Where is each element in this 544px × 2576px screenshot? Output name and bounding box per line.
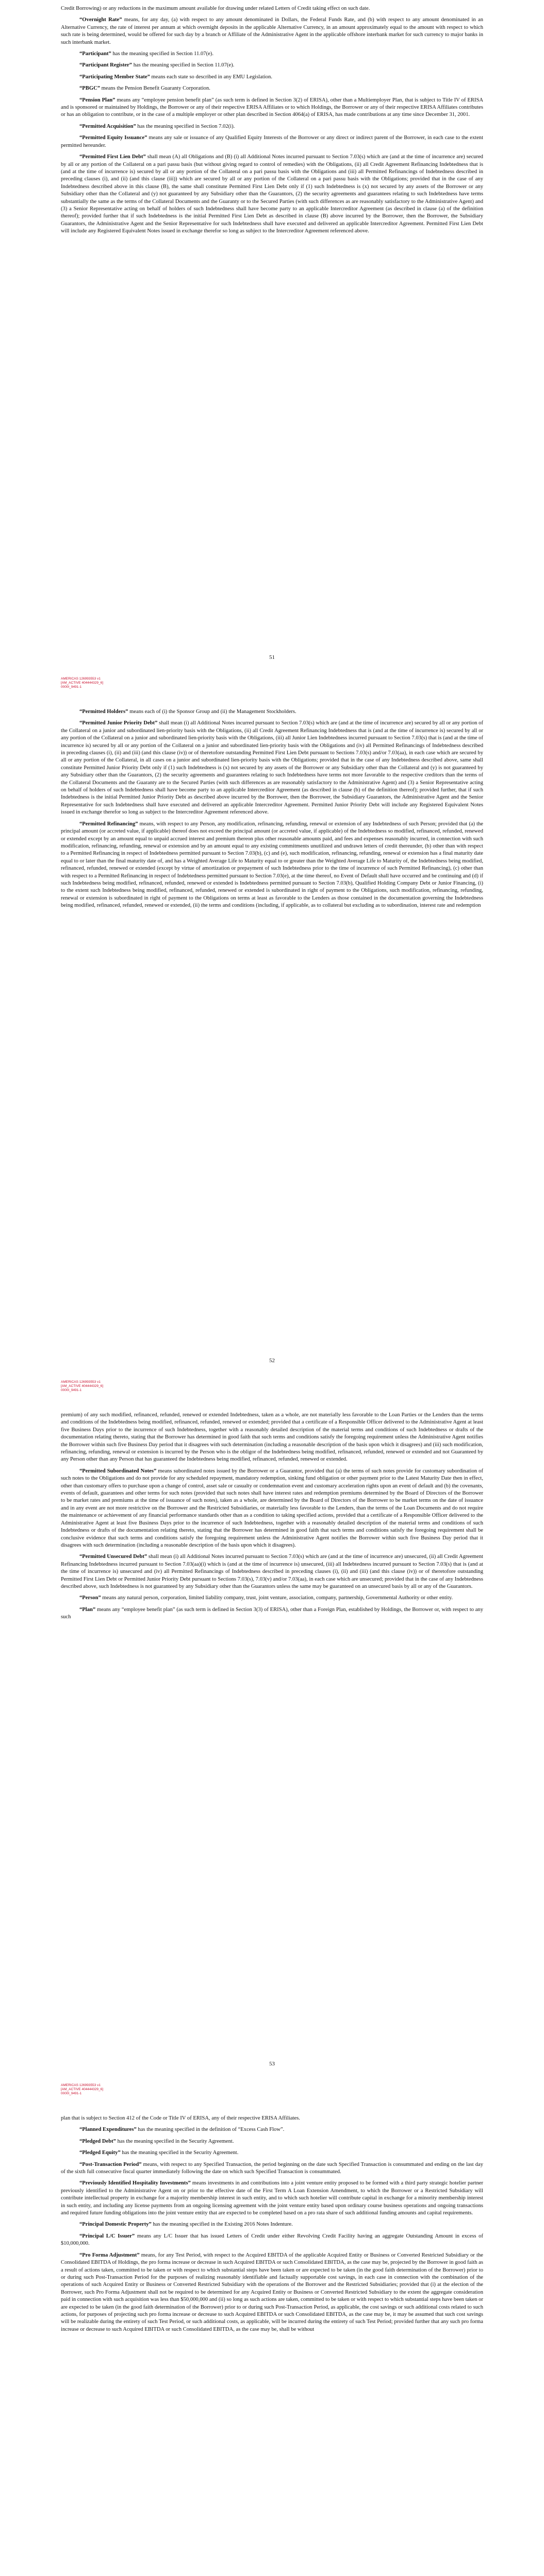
defined-term: “Participating Member State” xyxy=(79,74,150,80)
definition-pro-forma-adjustment: “Pro Forma Adjustment” means, for any Test Period, with respect to the Acquired EBITDA of the applicable Acquired Entity or Business or Converted Restricted Subsidiary or the Consolidated EBITDA of Holdings, the pro forma increase or decrease in such Acquired EBITDA or such Consolidated EBITDA, as the case may be, projected by the Borrower in good faith as a result of actions taken, committed to be taken or with respect to which substantial steps have been taken or are expected to be taken (in the good faith determination of the Borrower) prior to or during such Post-Transaction Period for the purposes of realizing reasonably identifiable and factually supportable cost savings, in each case in connection with the combination of the operations of such Acquired Entity or Business or Converted Restricted Subsidiary with the operations of the Borrower and the Restricted Subsidiaries; provided that (i) at the election of the Borrower, such Pro Forma Adjustment shall not be required to be determined for any Acquired Entity or Business or Converted Restricted Subsidiary to the extent the aggregate consideration paid in connection with such acquisition was less than $50,000,000 and (ii) so long as such actions are taken, committed to be taken or with respect to which substantial steps have been taken or are expected to be taken (in the good faith determination of the Borrower) prior to or during such Post-Transaction Period, as applicable, the cost savings or such additional costs related to such actions, for purposes of projecting such pro forma increase or decrease to such Acquired EBITDA or such Consolidated EBITDA, as the case may be, it may be assumed that such cost savings will be realizable during the entirety of such Test Period, or such additional costs, as applicable, will be incurred during the entirety of such Test Period; provided further that any such pro forma increase or decrease to such Acquired EBITDA or such Consolidated EBITDA, as the case may be, shall be without xyxy=(61,2252,484,2332)
defined-term: “Permitted Junior Priority Debt” xyxy=(79,720,158,726)
defined-term: “Pledged Debt” xyxy=(79,2138,116,2144)
defined-term: “Permitted Holders” xyxy=(79,709,128,715)
page-number: 51 xyxy=(269,654,275,660)
definition-pledged-equity: “Pledged Equity” has the meaning specified in the Security Agreement. xyxy=(79,2150,239,2156)
definition-participating-member-state: “Participating Member State” means each state so described in any EMU Legislation. xyxy=(79,74,273,80)
definition-principal-domestic-property: “Principal Domestic Property” has the meaning specified in the Existing 2016 Notes Indenture. xyxy=(79,2222,293,2228)
definition-permitted-first-lien-debt: “Permitted First Lien Debt” shall mean (A) all Obligations and (B) (i) all Additional Notes incurred pursuant to Section 7.03(s) which are (and at the time of incurrence are) secured by all or any portion of the Collateral on a pari passu basis (but without giving regard to control of remedies) with the Obligations, (ii) all Credit Agreement Refinancing Indebtedness that is (and at the time of incurrence is) secured by all or any portion of the Collateral on a pari passu basis with the Obligations and (iii) all Permitted Refinancings of Indebtedness described in preceding clauses (i), and (ii) (and this clause (iii)) which are secured by all or any portion of the Collateral on a pari passu basis with the Obligations; provided that in the case of any Indebtedness described above in this clause (B), the same shall constitute Permitted First Lien Debt only if (1) such Indebtedness is (x) not secured by any assets of the Borrower or any Subsidiary other than the Collateral and (y) not guaranteed by any Subsidiary other than the Guarantors, (2) the security agreements and guarantees relating to such Indebtedness have terms substantially the same as the terms of the Collateral Documents and the Guaranty or to the Secured Parties (with such differences as are reasonably satisfactory to the Administrative Agent) and (3) a Senior Representative acting on behalf of holders of such Indebtedness shall have become party to an applicable Intercreditor Agreement (as described in clause (a) of the definition thereof); provided further that if such Indebtedness is the initial Permitted First Lien Debt as described in clause (B) above incurred by the Borrower, then the Borrower, the Subsidiary Guarantors, the Administrative Agent and the Senior Representative for such Indebtedness shall have executed and delivered an applicable Intercreditor Agreement. Permitted First Lien Debt will include any Registered Equivalent Notes issued in exchange therefor so long as subject to the Intercreditor Agreement referenced above. xyxy=(61,154,483,234)
definition-permitted-holders: “Permitted Holders” means each of (i) the Sponsor Group and (ii) the Management Stockholders. xyxy=(79,709,296,715)
document-page-51 xyxy=(0,0,544,703)
document-page-52 xyxy=(0,703,544,1406)
defined-term: “Principal L/C Issuer” xyxy=(79,2233,135,2239)
defined-term: “Plan” xyxy=(79,1606,96,1613)
paragraph-continuation: Credit Borrowing) or any reductions in the maximum amount available for drawing under related Letters of Credit taking effect on such date. xyxy=(61,6,370,11)
defined-term: “Planned Expenditures” xyxy=(79,2127,137,2133)
definition-person: “Person” means any natural person, corporation, limited liability company, trust, joint venture, association, company, partnership, Governmental Authority or other entity. xyxy=(79,1595,453,1601)
document-footer: AMERICAS 126993553 v1 [AM_ACTIVE 404444329_6] 0000I_9491-1 xyxy=(61,677,104,689)
defined-term: “PBGC” xyxy=(79,86,101,92)
definition-pledged-debt: “Pledged Debt” has the meaning specified in the Security Agreement. xyxy=(79,2138,234,2144)
defined-term: “Permitted Acquisition” xyxy=(79,123,136,129)
page-number: 53 xyxy=(269,2061,275,2067)
defined-term: “Pledged Equity” xyxy=(79,2150,121,2156)
document-page-54 xyxy=(0,2110,544,2576)
defined-term: “Pension Plan” xyxy=(79,97,116,103)
defined-term: “Post-Transaction Period” xyxy=(79,2161,142,2167)
definition-participant-register: “Participant Register” has the meaning specified in Section 11.07(e). xyxy=(79,62,235,69)
paragraph-continuation: premium) of any such modified, refinanced, refunded, renewed or extended Indebtedness, taken as a whole, are not materially less favorable to the Loan Parties or the Lenders than the terms and conditions of the Indebtedness being modified, refinanced, refunded, renewed or extended; provided that a certificate of a Responsible Officer delivered to the Administrative Agent at least five Business Days prior to the incurrence of such Indebtedness, together with a reasonably detailed description of the material terms and conditions of such Indebtedness or drafts of the documentation relating thereto, stating that the Borrower has determined in good faith that such terms and conditions satisfy the foregoing requirement unless the Administrative Agent notifies the Borrower within such five Business Day period that it disagrees with such determination (including a reasonable description of the basis upon which it disagrees) and (iii) such modification, refinancing, refunding, renewal or extension is incurred by the Person who is the obligor of the Indebtedness being modified, refinanced, refunded, renewed or extended and not Guaranteed by any Person other than any Person that has guaranteed the Indebtedness being modified, refinanced, refunded, renewed or extended. xyxy=(61,1412,483,1463)
definition-plan: “Plan” means any “employee benefit plan” (as such term is defined in Section 3(3) of ERISA), other than a Foreign Plan, established by Holdings, the Borrower or, with respect to any such xyxy=(61,1606,483,1620)
defined-term: “Permitted First Lien Debt” xyxy=(79,154,146,160)
page-body xyxy=(61,708,483,914)
document-page-53 xyxy=(0,1406,544,2110)
paragraph-continuation: plan that is subject to Section 412 of the Code or Title IV of ERISA, any of their respective ERISA Affiliates. xyxy=(61,2115,300,2121)
definition-planned-expenditures: “Planned Expenditures” has the meaning specified in the definition of “Excess Cash Flow”. xyxy=(79,2127,285,2133)
page-body xyxy=(61,2115,483,2337)
definition-permitted-unsecured-debt: “Permitted Unsecured Debt” shall mean (i) all Additional Notes incurred pursuant to Section 7.03(s) which are (and at the time of incurrence are) unsecured, (ii) all Credit Agreement Refinancing Indebtedness incurred pursuant to Section 7.03(aa)(i) which is (and at the time of incurrence is) unsecured, (iii) all Indebtedness incurred pursuant to Section 7.03(s) that is (and at the time of incurrence is) unsecured and (iv) all Permitted Refinancings of Indebtedness described in preceding clauses (i), (ii) and (iii) (and this clause (iv)) or of theretofore outstanding Permitted First Lien Debt or Permitted Junior Priority Debt pursuant to Sections 7.03(s), 7.03(v) and/or 7.03(aa), in each case which are unsecured; provided that in the case of any Indebtedness described above, such Indebtedness is not guaranteed by any Subsidiary other than the Guarantors unless the same may be guaranteed on an unsecured basis by all or any of the Guarantors. xyxy=(61,1554,483,1589)
document-footer: AMERICAS 126993553 v1 [AM_ACTIVE 404444329_6] 0000I_9491-1 xyxy=(61,1380,104,1393)
page-number: 52 xyxy=(269,1358,275,1364)
definition-pbgc: “PBGC” means the Pension Benefit Guaranty Corporation. xyxy=(79,86,210,92)
defined-term: “Overnight Rate” xyxy=(79,17,122,23)
document-footer: AMERICAS 126993553 v1 [AM_ACTIVE 404444329_6] 0000I_9491-1 xyxy=(61,2083,104,2096)
definition-pension-plan: “Pension Plan” means any “employee pension benefit plan” (as such term is defined in Section 3(2) of ERISA), other than a Multiemployer Plan, that is subject to Title IV of ERISA and is sponsored or maintained by Holdings, the Borrower or any of their respective ERISA Affiliates or to which Holdings, the Borrower or any of their respective ERISA Affiliates contributes or has an obligation to contribute, or in the case of a multiple employer or other plan described in Section 4064(a) of ERISA, has made contributions at any time since December 31, 2001. xyxy=(61,97,483,118)
definition-previously-identified-hospitality-investments: “Previously Identified Hospitality Investments” means investments in and contributions into a joint venture entity proposed to be formed with a third party strategic hotelier partner previously identified to the Administrative Agent on or prior to the effective date of the First Term A Loan Extension Amendment, to which the Borrower or a Restricted Subsidiary will contribute intellectual property in exchange for a majority membership interest in such entity, and to which such hotelier will contribute capital in exchange for a minority membership interest in such entity, and including any license payments from an ongoing licensing agreement with the joint venture entity based upon ordinary course business operations and ongoing transactions and required future funding obligations into the joint venture entity that are expected to be completed based on a pro rata share of such additional funding amounts and capital requirements. xyxy=(61,2180,483,2216)
defined-term: “Participant Register” xyxy=(79,62,133,69)
page-body xyxy=(61,5,483,240)
defined-term: “Pro Forma Adjustment” xyxy=(79,2252,140,2258)
defined-term: “Principal Domestic Property” xyxy=(79,2222,152,2228)
definition-permitted-equity-issuance: “Permitted Equity Issuance” means any sale or issuance of any Qualified Equity Interests of the Borrower or any direct or indirect parent of the Borrower, in each case to the extent permitted hereunder. xyxy=(61,135,484,148)
definition-permitted-refinancing: “Permitted Refinancing” means, with respect to any Person, any modification, refinancing, refunding, renewal or extension of any Indebtedness of such Person; provided that (a) the principal amount (or accreted value, if applicable) thereof does not exceed the principal amount (or accreted value, if applicable) of the Indebtedness so modified, refinanced, refunded, renewed or extended except by an amount equal to unpaid accrued interest and premium thereon plus other reasonable amounts paid, and fees and expenses reasonably incurred, in connection with such modification, refinancing, refunding, renewal or extension and by an amount equal to any existing commitments unutilized and undrawn letters of credit thereunder, (b) other than with respect to a Permitted Refinancing in respect of Indebtedness permitted pursuant to Section 7.03(b), (c) and (e), such modification, refinancing, refunding, renewal or extension has a final maturity date equal to or later than the final maturity date of, and has a Weighted Average Life to Maturity equal to or greater than the Weighted Average Life to Maturity of, the Indebtedness being modified, refinanced, refunded, renewed or extended (except by virtue of amortization or prepayment of such Indebtedness prior to the time of incurrence of such Permitted Refinancing), (c) other than with respect to a Permitted Refinancing in respect of Indebtedness permitted pursuant to Section 7.03(e), at the time thereof, no Event of Default shall have occurred and be continuing and (d) if such Indebtedness being modified, refinanced, refunded, renewed or extended is Indebtedness permitted pursuant to Section 7.03(b), Qualified Holding Company Debt or Junior Financing, (i) to the extent such Indebtedness being modified, refinanced, refunded, renewed or extended is subordinated in right of payment to the Obligations, such modification, refinancing, refunding, renewal or extension is subordinated in right of payment to the Obligations on terms at least as favorable to the Lenders as those contained in the documentation governing the Indebtedness being modified, refinanced, refunded, renewed or extended, (ii) the terms and conditions (including, if applicable, as to collateral but excluding as to subordination, interest rate and redemption xyxy=(61,821,483,909)
defined-term: “Person” xyxy=(79,1595,101,1601)
definition-permitted-acquisition: “Permitted Acquisition” has the meaning specified in Section 7.02(i). xyxy=(79,123,235,129)
definition-principal-lc-issuer: “Principal L/C Issuer” means any L/C Issuer that has issued Letters of Credit under either Revolving Credit Facility having an aggregate Outstanding Amount in excess of $10,000,000. xyxy=(61,2233,484,2247)
definition-post-transaction-period: “Post-Transaction Period” means, with respect to any Specified Transaction, the period beginning on the date such Specified Transaction is consummated and ending on the last day of the sixth full consecutive fiscal quarter immediately following the date on which such Specified Transaction is consummated. xyxy=(61,2161,483,2175)
defined-term: “Previously Identified Hospitality Investments” xyxy=(79,2180,191,2187)
defined-term: “Participant” xyxy=(79,51,111,57)
definition-permitted-subordinated-notes: “Permitted Subordinated Notes” means subordinated notes issued by the Borrower or a Guarantor, provided that (a) the terms of such notes provide for customary subordination of such notes to the Obligations and do not provide for any scheduled repayment, mandatory redemption, sinking fund obligation or other payment prior to the Latest Maturity Date then in effect, other than customary offers to purchase upon a change of control, asset sale or casualty or condemnation event and customary acceleration rights upon an event of default and (b) the covenants, events of default, guarantees and other terms for such notes (provided that such notes shall have interest rates and redemption premiums determined by the Board of Directors of the Borrower to be market rates and premiums at the time of issuance of such notes), taken as a whole, are determined by the Board of Directors of the Borrower to be market terms on the date of issuance and in any event are not more restrictive on the Borrower and the Restricted Subsidiaries, or materially less favorable to the Lenders, than the terms of the Loan Documents and do not require the maintenance or achievement of any financial performance standards other than as a condition to taking specified actions, provided that a certificate of a Responsible Officer delivered to the Administrative Agent at least five Business Days prior to the incurrence of such Indebtedness, together with a reasonably detailed description of the material terms and conditions of such Indebtedness or drafts of the documentation relating thereto, stating that the Borrower has determined in good faith that such terms and conditions satisfy the foregoing requirement shall be conclusive evidence that such terms and conditions satisfy the foregoing requirement unless the Administrative Agent notifies the Borrower within such five Business Day period that it disagrees with such determination (including a reasonable description of the basis upon which it disagrees). xyxy=(61,1468,483,1548)
definition-participant: “Participant” has the meaning specified in Section 11.07(e). xyxy=(79,51,213,57)
defined-term: “Permitted Equity Issuance” xyxy=(79,135,147,141)
defined-term: “Permitted Refinancing” xyxy=(79,821,138,827)
definition-permitted-junior-priority-debt: “Permitted Junior Priority Debt” shall mean (i) all Additional Notes incurred pursuant to Section 7.03(s) which are (and at the time of incurrence are) secured by all or any portion of the Collateral on a junior and subordinated lien-priority basis with the Obligations, (ii) all Credit Agreement Refinancing Indebtedness that is (and at the time of incurrence is) secured by all or any portion of the Collateral on a junior and subordinated lien-priority basis with the Obligations, (iii) all Junior Lien Indebtedness incurred pursuant to Section 7.03(s) that is (and at the time of incurrence is) secured by all or any portion of the Collateral on a junior and subordinated lien-priority basis with the Obligations and (iv) all Permitted Refinancings of Indebtedness described in preceding clauses (i), (ii) and (iii) (and this clause (iv)) or of theretofore outstanding Permitted First Lien Debt pursuant to Sections 7.03(s) and/or 7.03(aa), in each case which are secured by all or any portion of the Collateral, in all cases on a junior and subordinated lien-priority basis with the Obligations; provided that in the case of any Indebtedness described above, same shall constitute Permitted Junior Priority Debt only if (1) such Indebtedness is (x) not secured by any assets of the Borrower or any Subsidiary other than the Collateral and (y) is not guaranteed by any Subsidiary other than the Guarantors, (2) the security agreements and guarantees relating to such Indebtedness have terms not more favorable to the respective creditors than the terms of the Collateral Documents and the Guaranty are to the Secured Parties (with such differences as are reasonably satisfactory to the Administrative Agent) and (3) a Senior Representative acting on behalf of holders of such Indebtedness shall have become party to an applicable Intercreditor Agreement (as described in clause (b) of the definition thereof); provided further, that if such Indebtedness is the initial Permitted Junior Priority Debt as described above incurred by the Borrower, then the Borrower, the Subsidiary Guarantors, the Administrative Agent and the Senior Representative for such Indebtedness shall have executed and delivered an applicable Intercreditor Agreement. Permitted Junior Priority Debt will include any Registered Equivalent Notes issued in exchange therefor so long as subject to the Intercreditor Agreement referenced above. xyxy=(61,720,483,816)
page-body xyxy=(61,1412,483,1625)
defined-term: “Permitted Subordinated Notes” xyxy=(79,1468,157,1474)
definition-overnight-rate: “Overnight Rate” means, for any day, (a) with respect to any amount denominated in Dollars, the Federal Funds Rate, and (b) with respect to any amount denominated in an Alternative Currency, the rate of interest per annum at which overnight deposits in the applicable Alternative Currency, in an amount approximately equal to the amount with respect to which such rate is being determined, would be offered for such day by a branch or Affiliate of the Administrative Agent in the applicable offshore interbank market for such currency to major banks in such interbank market. xyxy=(61,17,483,45)
defined-term: “Permitted Unsecured Debt” xyxy=(79,1554,147,1560)
